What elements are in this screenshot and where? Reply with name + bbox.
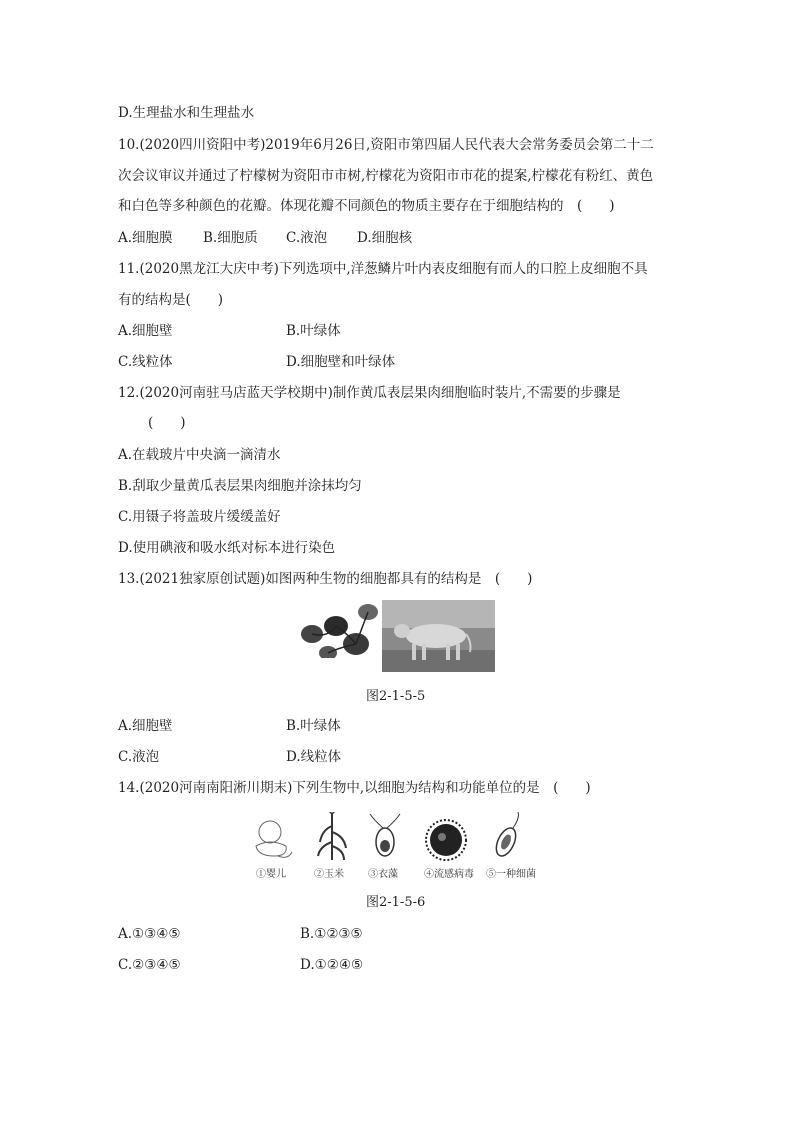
- q13-figure-caption: 图2-1-5-5: [366, 689, 426, 704]
- corn-icon: [318, 812, 346, 860]
- q13-stem: 13.(2021独家原创试题)如图两种生物的细胞都具有的结构是 ( ): [118, 571, 533, 587]
- q11-option-a: A.细胞壁: [118, 323, 173, 339]
- q13-option-c: C.液泡: [118, 749, 160, 765]
- q10-stem-line2: 次会议审议并通过了柠檬树为资阳市市树,柠檬花为资阳市市花的提案,柠檬花有粉红、黄色: [118, 168, 654, 184]
- q12-option-a: A.在载玻片中央滴一滴清水: [118, 447, 281, 463]
- q11-option-d: D.细胞壁和叶绿体: [286, 354, 396, 370]
- label-bacterium: ⑤一种细菌: [486, 869, 536, 880]
- q14-stem: 14.(2020河南南阳淅川期末)下列生物中,以细胞为结构和功能单位的是 ( ): [118, 780, 591, 796]
- cow-icon: [382, 600, 495, 672]
- q10-stem-line1: 10.(2020四川资阳中考)2019年6月26日,资阳市第四届人民代表大会常务委员会第二十二: [118, 137, 654, 153]
- label-baby: ①婴儿: [256, 869, 286, 880]
- q13-option-d: D.线粒体: [286, 749, 342, 765]
- q10-option-d: D.细胞核: [357, 230, 413, 246]
- baby-icon: [256, 821, 292, 857]
- plant-icon: [298, 604, 378, 673]
- q13-option-b: B.叶绿体: [286, 718, 341, 734]
- q14-figure-labels: [248, 866, 548, 882]
- q12-option-c: C.用镊子将盖玻片缓缓盖好: [118, 509, 281, 525]
- q11-stem-line1: 11.(2020黑龙江大庆中考)下列选项中,洋葱鳞片叶内表皮细胞有而人的口腔上皮细胞不具: [118, 261, 648, 277]
- label-influenza-virus: ④流感病毒: [424, 869, 474, 880]
- q14-option-b: B.①②③⑤: [300, 926, 363, 942]
- q10-option-c: C.液泡: [286, 230, 328, 246]
- q12-stem-line1: 12.(2020河南驻马店蓝天学校期中)制作黄瓜表层果肉细胞临时装片,不需要的步骤是: [118, 385, 621, 401]
- q9-option-d: D.生理盐水和生理盐水: [118, 105, 255, 121]
- q14-figure-caption: 图2-1-5-6: [366, 895, 426, 910]
- q10-option-a: A.细胞膜: [118, 230, 173, 246]
- chlamydomonas-icon: [370, 814, 400, 856]
- q11-option-b: B.叶绿体: [286, 323, 341, 339]
- influenza-virus-icon: [426, 820, 466, 860]
- q10-option-b: B.细胞质: [203, 230, 258, 246]
- q14-option-a: A.①③④⑤: [118, 926, 181, 942]
- q10-stem-line3: 和白色等多种颜色的花瓣。体现花瓣不同颜色的物质主要存在于细胞结构的 ( ): [118, 198, 615, 214]
- q11-option-c: C.线粒体: [118, 354, 173, 370]
- plant-and-cow-illustration: [298, 598, 496, 673]
- bacterium-icon: [492, 812, 519, 859]
- label-chlamydomonas: ③衣藻: [368, 869, 398, 880]
- q12-stem-line2: ( ): [148, 415, 186, 431]
- q12-option-b: B.刮取少量黄瓜表层果肉细胞并涂抹均匀: [118, 478, 362, 494]
- q14-option-c: C.②③④⑤: [118, 957, 181, 973]
- label-corn: ②玉米: [314, 869, 344, 880]
- q12-option-d: D.使用碘液和吸水纸对标本进行染色: [118, 540, 336, 556]
- q13-option-a: A.细胞壁: [118, 718, 173, 734]
- q11-stem-line2: 有的结构是( ): [118, 292, 224, 308]
- q13-figure: [298, 598, 496, 673]
- q14-option-d: D.①②④⑤: [300, 957, 364, 973]
